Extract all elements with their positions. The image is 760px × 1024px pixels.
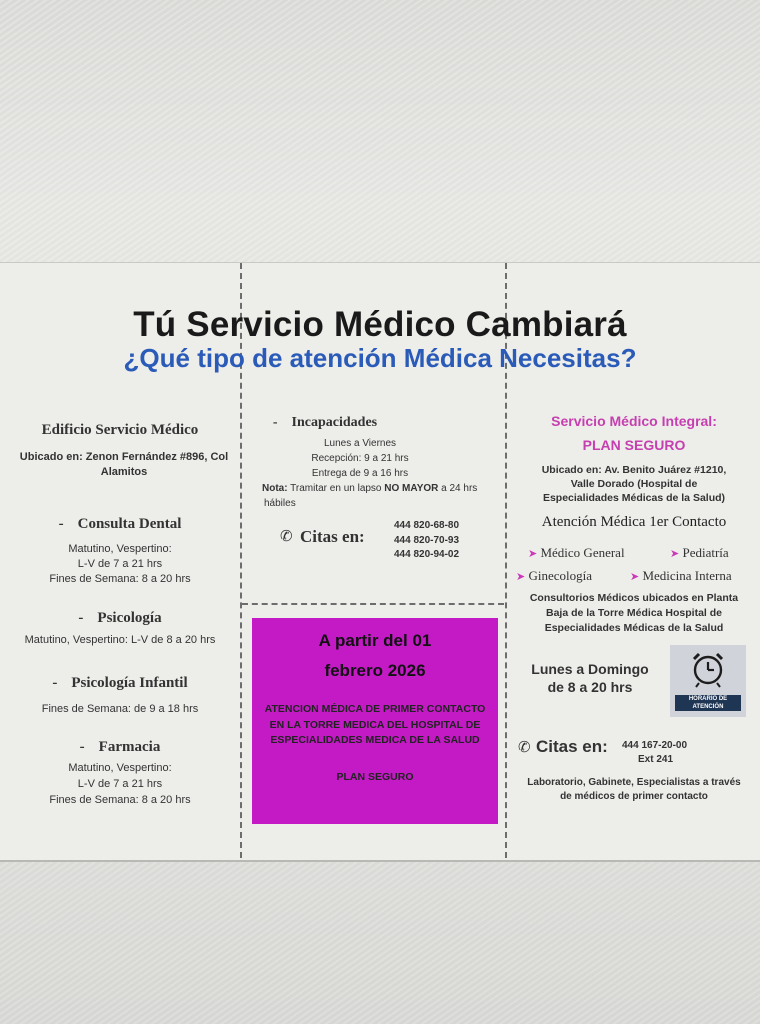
page-subtitle: ¿Qué tipo de atención Médica Necesitas? [123,343,637,373]
announcement-title [252,626,498,686]
specialty-pediatria [670,545,729,561]
phone-1: 444 820-68-80 [394,520,460,531]
integral-plan: PLAN SEGURO [582,437,686,453]
schedule-icon-label: HORARIO DE ATENCIÓN [675,695,741,711]
note-strong: NO MAYOR [384,483,439,494]
dash-bullet: - [52,675,58,691]
integral-address2: Valle Dorado (Hospital de [570,478,698,490]
dash-bullet: - [79,739,85,755]
page-title: Tú Servicio Médico Cambiará [133,305,627,344]
note-part-a: Tramitar en un lapso [287,483,385,494]
note-part-c: hábiles [264,498,296,509]
specialty-medicina-interna [630,568,732,584]
flyer [0,262,760,862]
chevron-right-icon: ➤ [630,571,640,583]
schedule-line2: de 8 a 20 hrs [547,679,633,695]
integral-address3: Especialidades Médicas de la Salud) [542,492,726,504]
consult-line1: Consultorios Médicos ubicados en Planta [529,592,739,604]
contact-heading: Atención Médica 1er Contacto [541,514,727,530]
citas-label-middle: Citas en: [300,527,365,546]
chevron-right-icon: ➤ [528,548,538,560]
specialty-label: Medicina Interna [642,568,732,583]
right-footer2: de médicos de primer contacto [560,791,708,802]
note-label: Nota: [262,483,288,494]
farmacia-line3: Fines de Semana: 8 a 20 hrs [49,794,191,806]
farmacia-title [0,739,240,756]
incapacidades-title-text: Incapacidades [291,415,378,430]
psicologia-title-text: Psicología [97,610,162,626]
announcement-plan: PLAN SEGURO [336,771,414,783]
incapacidades-title [250,415,400,431]
dental-line1: Matutino, Vespertino: [68,543,172,555]
dash-bullet: - [58,516,64,532]
dental-line2: L-V de 7 a 21 hrs [77,558,163,570]
right-ext: Ext 241 [638,754,674,765]
farmacia-line1: Matutino, Vespertino: [68,762,172,774]
dash-bullet: - [78,610,84,626]
schedule-line1: Lunes a Domingo [531,661,649,677]
incap-line2: Recepción: 9 a 21 hrs [311,453,409,464]
psico-infantil-title [0,675,240,692]
integral-title: Servicio Médico Integral: [551,413,717,429]
incap-line3: Entrega de 9 a 16 hrs [311,468,409,479]
specialty-ginecologia [516,568,592,584]
phone-2: 444 820-70-93 [394,535,460,546]
building-address: Ubicado en: Zenon Fernández #896, Col Alamitos [19,451,229,478]
dental-title-text: Consulta Dental [77,516,182,532]
incap-line1: Lunes a Viernes [323,438,397,449]
integral-address1: Ubicado en: Av. Benito Juárez #1210, [541,464,727,476]
farmacia-title-text: Farmacia [98,739,161,755]
chevron-right-icon: ➤ [516,571,526,583]
schedule-clock-icon [670,645,746,717]
alarm-clock-icon [670,645,746,695]
right-footer1: Laboratorio, Gabinete, Especialistas a través [527,777,741,788]
psicologia-title [0,610,240,627]
phone-icon: ✆ [280,528,293,545]
consult-line2: Baja de la Torre Médica Hospital de [545,607,723,619]
phone-3: 444 820-94-02 [394,549,460,560]
divider-middle [242,603,504,605]
announcement-title-line1: A partir del 01 [318,631,432,650]
citas-label-right: Citas en: [536,737,608,756]
chevron-right-icon: ➤ [670,548,680,560]
dental-line3: Fines de Semana: 8 a 20 hrs [49,573,191,585]
phone-icon: ✆ [518,739,531,756]
announcement-body: ATENCION MÉDICA DE PRIMER CONTACTO EN LA TORRE MEDICA DEL HOSPITAL DE ESPECIALIDADES MEDICA DE LA SALUD [264,703,486,746]
psico-infantil-line1: Fines de Semana: de 9 a 18 hrs [41,703,199,715]
dash-bullet: - [272,415,278,430]
announcement-box [252,618,498,824]
specialty-medico-general [528,545,625,561]
right-phone: 444 167-20-00 [622,740,688,751]
incap-note [262,481,500,511]
psico-infantil-title-text: Psicología Infantil [71,675,188,691]
specialty-label: Ginecología [528,568,593,583]
consult-line3: Especialidades Médicas de la Salud [544,622,724,634]
specialty-label: Médico General [540,545,625,560]
background-top [0,0,760,262]
note-part-b: a 24 hrs [438,483,478,494]
building-title: Edificio Servicio Médico [41,422,199,438]
farmacia-line2: L-V de 7 a 21 hrs [77,778,163,790]
announcement-title-line2: febrero 2026 [324,661,426,680]
specialty-label: Pediatría [682,545,729,560]
dental-title [0,516,240,533]
psicologia-line1: Matutino, Vespertino: L-V de 8 a 20 hrs [24,634,216,646]
background-bottom [0,860,760,1024]
